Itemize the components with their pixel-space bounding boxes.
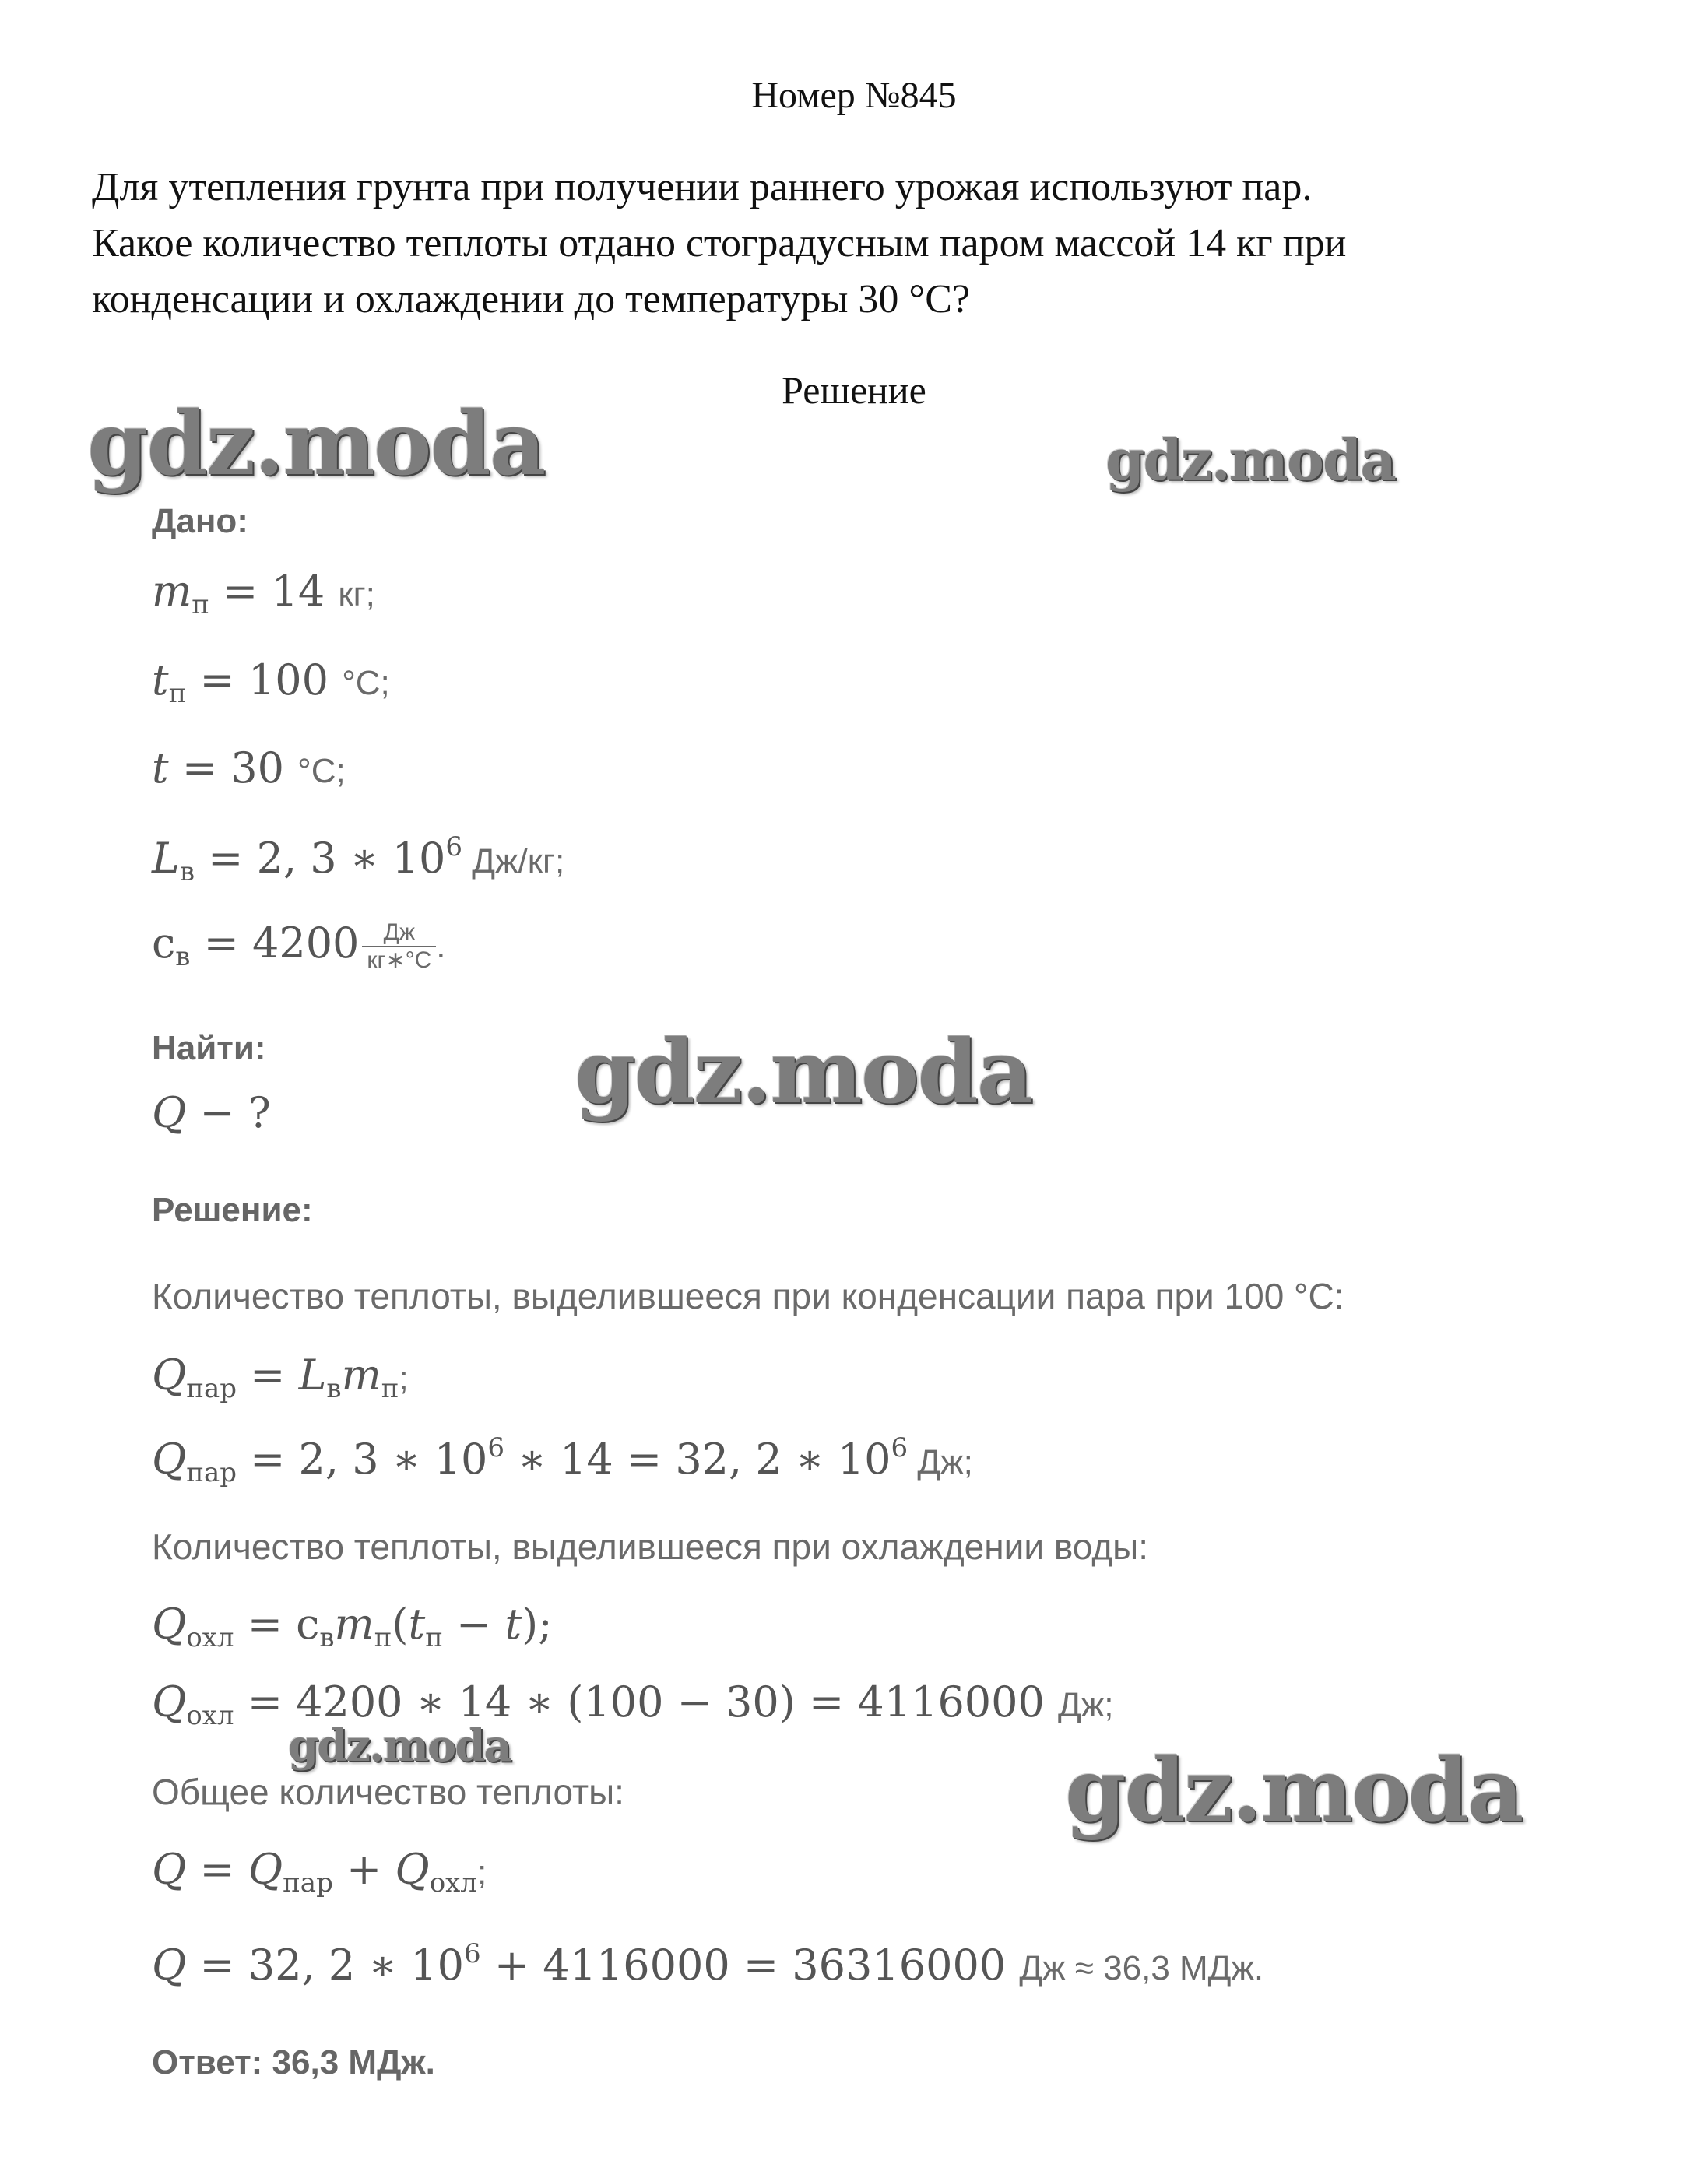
find-q: Q − ?: [152, 1088, 271, 1137]
find-label: Найти:: [152, 1029, 266, 1067]
watermark: gdz.moda: [1065, 1740, 1523, 1842]
solution-heading: Решение: [782, 368, 926, 412]
given-mass: $m_п = 14$ кг;: [152, 567, 375, 620]
given-latent-heat: $L_в = 2$, 3 ∗ $10^6$ Дж/кг;: [152, 831, 565, 887]
solution-text-cooling: Количество теплоты, выделившееся при охлаждении воды:: [152, 1526, 1149, 1567]
problem-line-1: Для утепления грунта при получении раннего урожая используют пар.: [92, 165, 1313, 209]
equation-qpar-value: $Q_{пар} = 2$, 3 ∗ $10^6$ ∗ 14 = 32, 2 ∗ $10^6$ Дж;: [152, 1432, 973, 1488]
solution-text-total: Общее количество теплоты:: [152, 1772, 624, 1812]
page-title: Номер №845: [751, 75, 957, 116]
equation-qohl-formula: $Q_{охл} = c_вm_п(t_п - t)$;: [152, 1600, 553, 1653]
equation-total-value: Q = 32, 2 ∗ $10^6 + 4116000 = 36316000$ Дж ≈ 36,3 МДж.: [152, 1938, 1264, 1990]
watermark: gdz.moda: [575, 1021, 1032, 1123]
solution-label: Решение:: [152, 1191, 313, 1229]
given-label: Дано:: [152, 502, 248, 540]
equation-total-formula: $Q = Q_{пар} + Q_{охл}$;: [152, 1845, 487, 1899]
watermark: gdz.moda: [87, 393, 545, 495]
watermark: gdz.moda: [1105, 427, 1395, 493]
equation-qohl-value: $Q_{охл} = 4200$ ∗ 14 ∗ (100 − 30) = 4116000 Дж;: [152, 1677, 1114, 1731]
given-steam-temp: $t_п = 100$ °С;: [152, 655, 390, 709]
watermark: gdz.moda: [288, 1720, 511, 1772]
unit-fraction: $\frac{Дж}{кг∗^\circ С}$: [362, 919, 436, 974]
problem-line-3: конденсации и охлаждении до температуры 30 °С?: [92, 277, 970, 321]
equation-qpar-formula: $Q_{пар} = L_вm_п$;: [152, 1351, 409, 1404]
problem-statement: [92, 160, 1641, 328]
given-final-temp: t = 30 °С;: [152, 743, 346, 792]
answer: Ответ: 36,3 МДж.: [152, 2043, 435, 2081]
solution-text-condensation: Количество теплоты, выделившееся при конденсации пара при 100 °С:: [152, 1276, 1344, 1316]
problem-line-2: Какое количество теплоты отдано стоградусным паром массой 14 кг при: [92, 221, 1347, 265]
given-specific-heat: $c_в = 4200$ $\frac{Дж}{кг∗^\circ С}$ .: [152, 919, 446, 973]
